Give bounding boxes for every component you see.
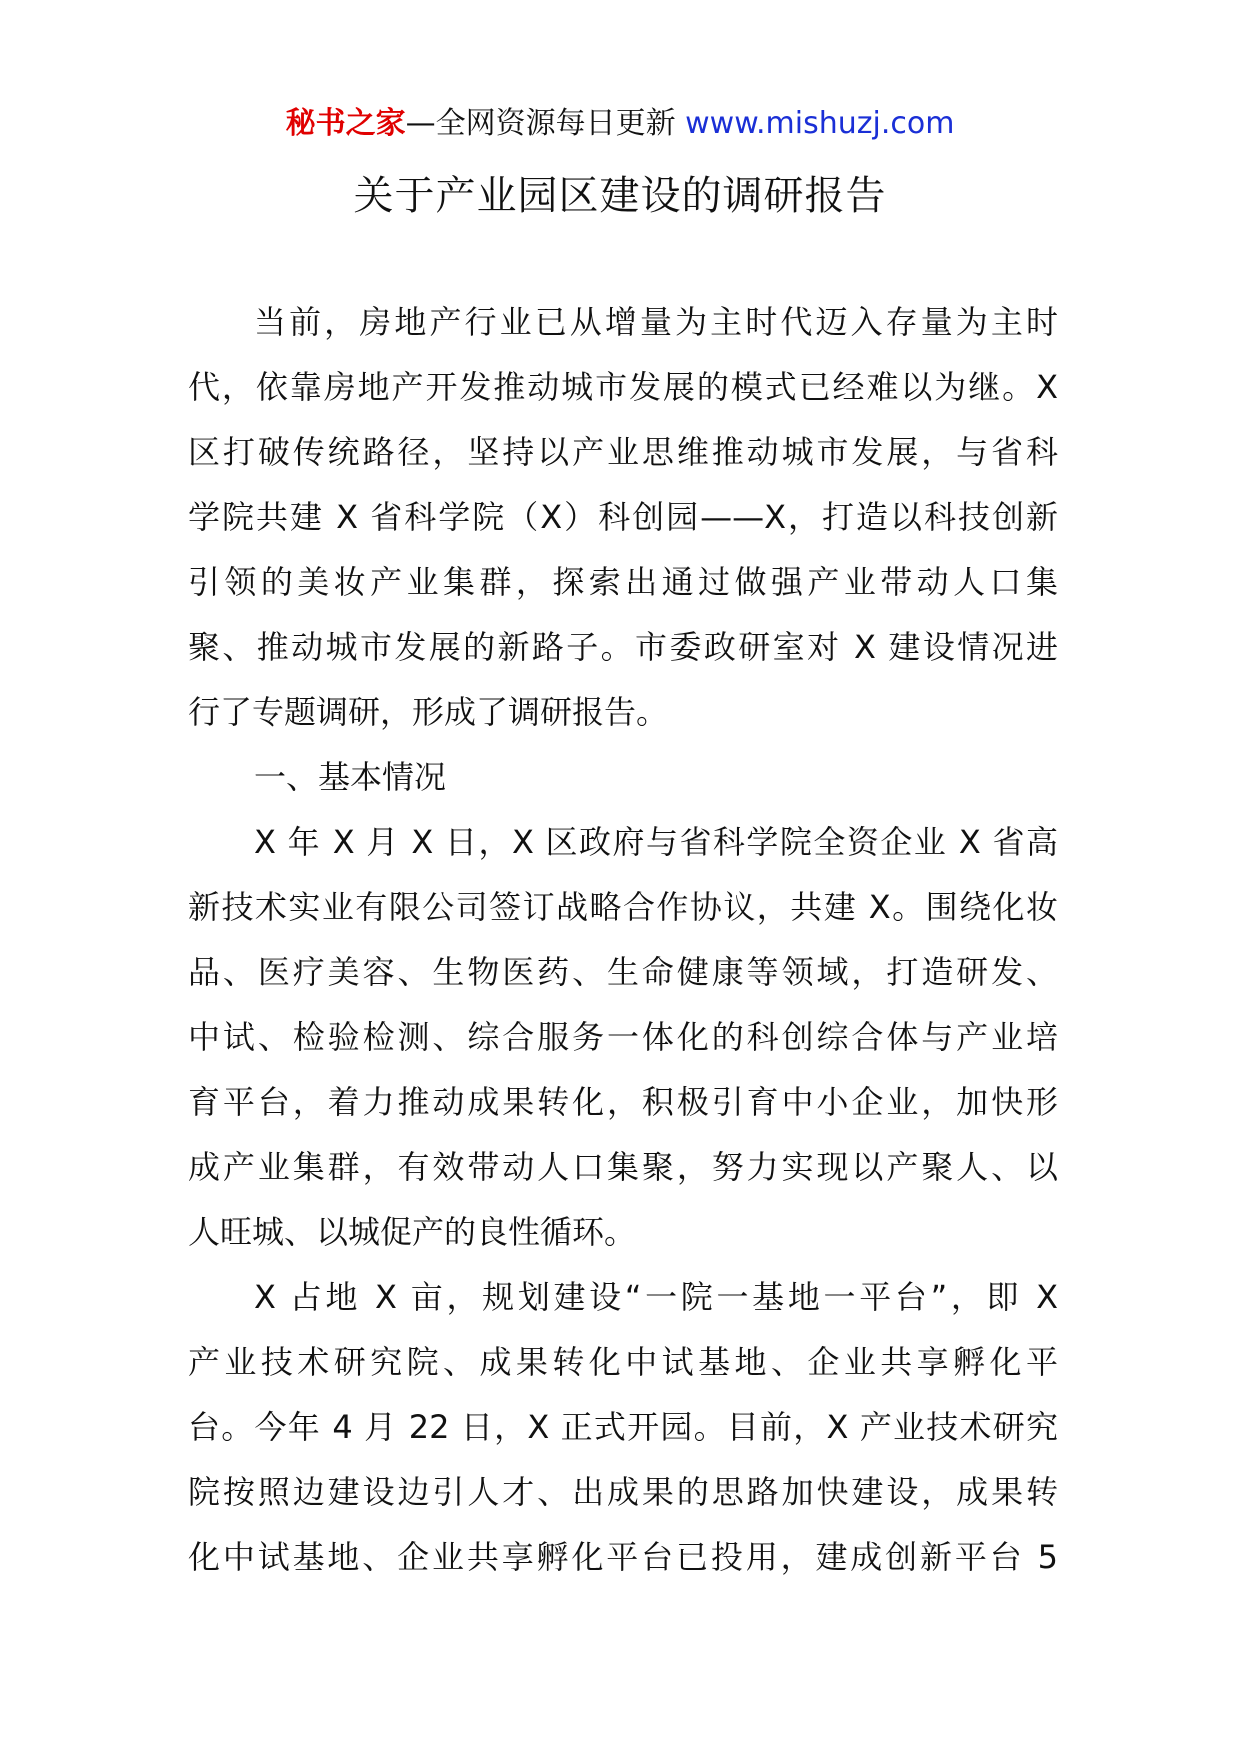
paragraph-line: 育平台，着力推动成果转化，积极引育中小企业，加快形 [188, 1083, 1058, 1121]
site-slogan: —全网资源每日更新 [405, 106, 676, 141]
paragraph-line: 聚、推动城市发展的新路子。市委政研室对 X 建设情况进 [188, 628, 1058, 666]
paragraph-line: X 占地 X 亩，规划建设“一院一基地一平台”，即 X [254, 1278, 1058, 1316]
paragraph-line: 化中试基地、企业共享孵化平台已投用，建成创新平台 5 [188, 1538, 1058, 1576]
paragraph-line: 院按照边建设边引人才、出成果的思路加快建设，成果转 [188, 1473, 1058, 1511]
paragraph-line: 区打破传统路径，坚持以产业思维推动城市发展，与省科 [188, 433, 1058, 471]
paragraph-line: 品、医疗美容、生物医药、生命健康等领域，打造研发、 [188, 953, 1058, 991]
paragraph-line: 人旺城、以城促产的良性循环。 [188, 1213, 637, 1251]
paragraph-line: 当前，房地产行业已从增量为主时代迈入存量为主时 [254, 303, 1058, 341]
site-brand: 秘书之家 [285, 106, 406, 141]
paragraph-line: 学院共建 X 省科学院（X）科创园——X，打造以科技创新 [188, 498, 1058, 536]
paragraph-line: X 年 X 月 X 日，X 区政府与省科学院全资企业 X 省高 [254, 823, 1058, 861]
section-heading: 一、基本情况 [254, 758, 447, 796]
paragraph-line: 台。今年 4 月 22 日，X 正式开园。目前，X 产业技术研究 [188, 1408, 1058, 1446]
site-banner [0, 102, 1240, 146]
paragraph-line: 产业技术研究院、成果转化中试基地、企业共享孵化平 [188, 1343, 1058, 1381]
paragraph-line: 行了专题调研，形成了调研报告。 [188, 693, 669, 731]
paragraph-line: 中试、检验检测、综合服务一体化的科创综合体与产业培 [188, 1018, 1058, 1056]
site-url-link[interactable]: www.mishuzj.com [685, 106, 955, 141]
paragraph-line: 引领的美妆产业集群，探索出通过做强产业带动人口集 [188, 563, 1058, 601]
document-body [188, 290, 1058, 1590]
paragraph-line: 成产业集群，有效带动人口集聚，努力实现以产聚人、以 [188, 1148, 1058, 1186]
paragraph-line: 新技术实业有限公司签订战略合作协议，共建 X。围绕化妆 [188, 888, 1058, 926]
document-title: 关于产业园区建设的调研报告 [353, 173, 887, 219]
paragraph-line: 代，依靠房地产开发推动城市发展的模式已经难以为继。X [188, 368, 1058, 406]
